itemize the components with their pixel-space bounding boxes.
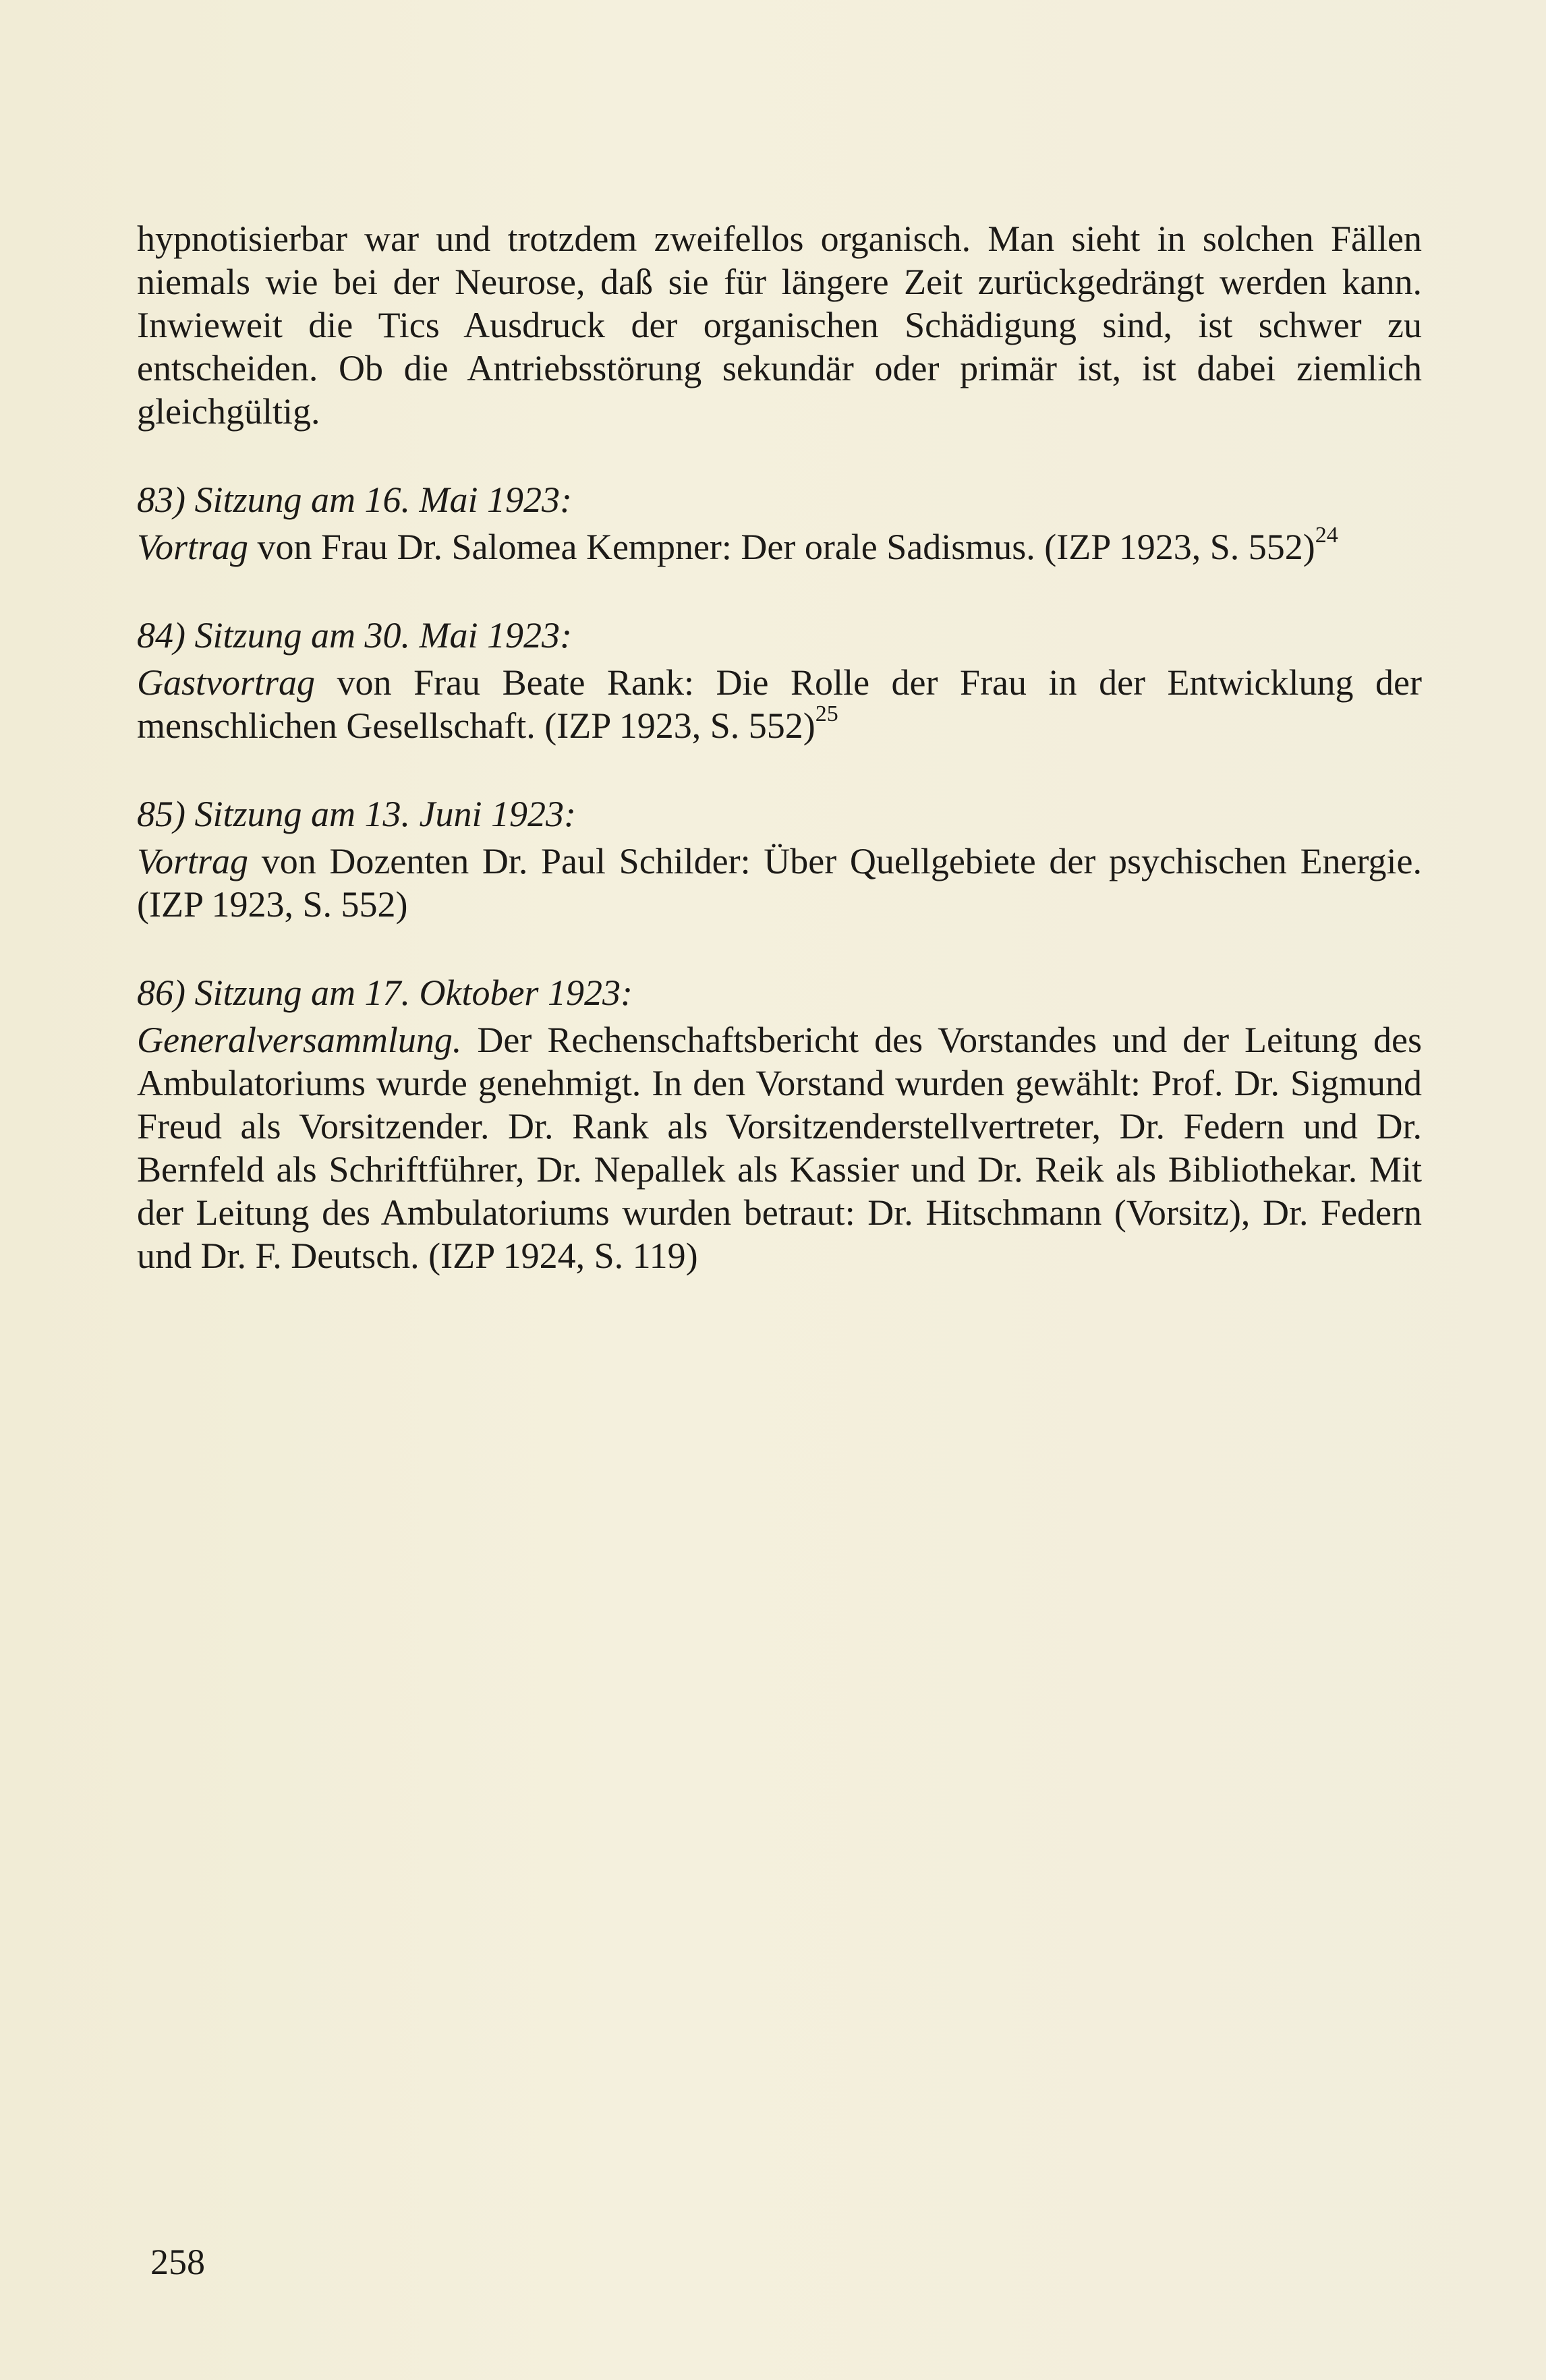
- session-entry: [137, 525, 1422, 569]
- session-body: Der Rechenschaftsbericht des Vorstandes und der Leitung des Ambulatoriums wurde genehmigt. In den Vorstand wurden gewählt: Prof. Dr. Sigmund Freud als Vorsitzender. Dr. Rank als Vorsitzenderstellvertreter, Dr. Federn und Dr. Bernfeld als Schriftführer, Dr. Nepallek als Kassier und Dr. Reik als Bibliothekar. Mit der Leitung des Ambulatoriums wurden betraut: Dr. Hitschmann (Vorsitz), Dr. Federn und Dr. F. Deutsch. (IZP 1924, S. 119): [137, 1020, 1422, 1276]
- session-entry: [137, 1018, 1422, 1277]
- session-entry: [137, 840, 1422, 926]
- session-heading: 86) Sitzung am 17. Oktober 1923:: [137, 973, 633, 1013]
- session-body: von Frau Beate Rank: Die Rolle der Frau in der Entwicklung der menschlichen Gesellschaft. (IZP 1923, S. 552): [137, 662, 1422, 746]
- session-body: von Frau Dr. Salomea Kempner: Der orale Sadismus. (IZP 1923, S. 552): [248, 527, 1315, 567]
- page-body: [137, 217, 1422, 1277]
- page-number: 258: [150, 2242, 205, 2282]
- intro-paragraph: [137, 217, 1422, 433]
- session-85: [137, 792, 1422, 926]
- footnote-marker: 25: [815, 701, 838, 726]
- session-heading: 83) Sitzung am 16. Mai 1923:: [137, 480, 572, 520]
- session-lead: Vortrag: [137, 841, 249, 881]
- footnote-marker: 24: [1315, 523, 1338, 548]
- session-lead: Vortrag: [137, 527, 249, 567]
- session-83: [137, 478, 1422, 569]
- session-lead: Gastvortrag: [137, 662, 316, 703]
- intro-text: hypnotisierbar war und trotzdem zweifellos organisch. Man sieht in solchen Fällen niemals wie bei der Neurose, daß sie für längere Zeit zurückgedrängt werden kann. Inwieweit die Tics Ausdruck der organischen Schädigung sind, ist schwer zu entscheiden. Ob die Antriebsstörung sekundär oder primär ist, ist dabei ziemlich gleichgültig.: [137, 219, 1422, 432]
- session-body: von Dozenten Dr. Paul Schilder: Über Quellgebiete der psychischen Energie. (IZP 1923, S. 552): [137, 841, 1422, 925]
- session-entry: [137, 661, 1422, 747]
- session-heading: 85) Sitzung am 13. Juni 1923:: [137, 794, 576, 834]
- session-86: [137, 971, 1422, 1277]
- session-lead: Generalversammlung.: [137, 1020, 462, 1060]
- session-84: [137, 614, 1422, 747]
- session-heading: 84) Sitzung am 30. Mai 1923:: [137, 615, 572, 656]
